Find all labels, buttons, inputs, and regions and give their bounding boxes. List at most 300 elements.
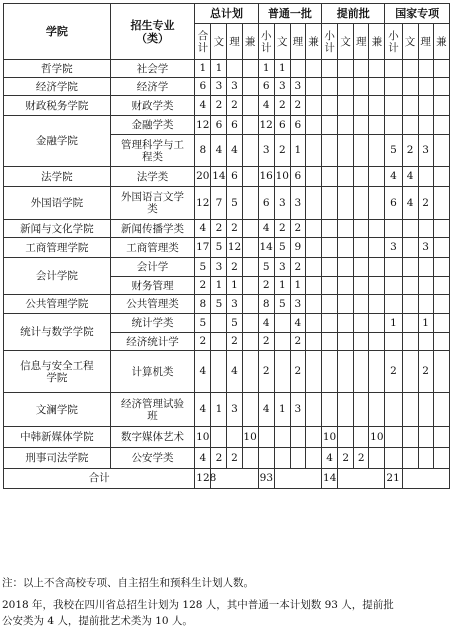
- value-cell: 4: [195, 448, 211, 469]
- value-cell: 4: [385, 167, 402, 187]
- value-cell: [385, 277, 402, 295]
- value-cell: [433, 116, 449, 135]
- value-cell: 2: [258, 333, 274, 351]
- value-cell: 4: [258, 220, 274, 238]
- value-cell: [305, 351, 321, 393]
- value-cell: [338, 238, 354, 258]
- value-cell: 2: [290, 220, 305, 238]
- value-cell: 4: [211, 135, 227, 167]
- value-cell: [402, 78, 418, 96]
- value-cell: 6: [227, 116, 242, 135]
- value-cell: [402, 393, 418, 427]
- value-cell: 6: [290, 116, 305, 135]
- value-cell: [354, 238, 369, 258]
- value-cell: [354, 393, 369, 427]
- value-cell: [433, 393, 449, 427]
- major-cell: 外国语言文学 类: [110, 187, 195, 220]
- value-cell: [369, 187, 385, 220]
- table-row: [4, 220, 450, 238]
- value-cell: [433, 78, 449, 96]
- value-cell: 10: [242, 427, 258, 448]
- table-row: [4, 393, 450, 427]
- value-cell: 2: [227, 96, 242, 116]
- value-cell: 2: [274, 220, 290, 238]
- value-cell: [338, 60, 354, 78]
- value-cell: 10: [369, 427, 385, 448]
- value-cell: [322, 314, 338, 333]
- value-cell: 3: [290, 78, 305, 96]
- value-cell: 5: [274, 238, 290, 258]
- value-cell: 14: [211, 167, 227, 187]
- value-cell: [322, 333, 338, 351]
- value-cell: [242, 295, 258, 314]
- value-cell: 4: [402, 167, 418, 187]
- value-cell: 1: [290, 277, 305, 295]
- value-cell: 6: [290, 167, 305, 187]
- value-cell: 6: [195, 78, 211, 96]
- value-cell: 5: [211, 295, 227, 314]
- value-cell: [433, 448, 449, 469]
- value-cell: [242, 258, 258, 277]
- major-cell: 管理科学与工 程类: [110, 135, 195, 167]
- value-cell: [402, 448, 418, 469]
- total-empty: [211, 469, 258, 489]
- total-empty: [338, 469, 385, 489]
- value-cell: [322, 393, 338, 427]
- value-cell: [338, 135, 354, 167]
- value-cell: [338, 393, 354, 427]
- value-cell: [305, 60, 321, 78]
- note-line-1: 注：以上不含高校专项、自主招生和预科生计划人数。: [2, 577, 254, 589]
- value-cell: 2: [211, 96, 227, 116]
- value-cell: 6: [385, 187, 402, 220]
- value-cell: 2: [211, 448, 227, 469]
- value-cell: [305, 238, 321, 258]
- value-cell: [402, 351, 418, 393]
- value-cell: [418, 333, 433, 351]
- header-subcol-13: 文: [402, 24, 418, 60]
- value-cell: [305, 116, 321, 135]
- value-cell: [354, 333, 369, 351]
- value-cell: [258, 448, 274, 469]
- table-row: [4, 295, 450, 314]
- value-cell: 8: [195, 295, 211, 314]
- college-cell: 哲学院: [4, 60, 111, 78]
- value-cell: [354, 60, 369, 78]
- value-cell: [338, 314, 354, 333]
- value-cell: [369, 393, 385, 427]
- major-cell: 社会学: [110, 60, 195, 78]
- header-subcol-9: 文: [338, 24, 354, 60]
- value-cell: 2: [195, 333, 211, 351]
- value-cell: 4: [258, 96, 274, 116]
- value-cell: [385, 427, 402, 448]
- value-cell: [211, 427, 227, 448]
- value-cell: 3: [211, 258, 227, 277]
- value-cell: [418, 220, 433, 238]
- value-cell: 4: [258, 393, 274, 427]
- total-value: 14: [322, 469, 338, 489]
- value-cell: [402, 258, 418, 277]
- value-cell: 5: [195, 258, 211, 277]
- value-cell: 6: [258, 187, 274, 220]
- admission-plan-table: [3, 3, 450, 489]
- table-row: [4, 351, 450, 393]
- header-group-regular: 普通一批: [258, 4, 321, 24]
- total-value: 93: [258, 469, 274, 489]
- value-cell: [322, 238, 338, 258]
- value-cell: 2: [418, 351, 433, 393]
- value-cell: [369, 351, 385, 393]
- value-cell: 2: [227, 448, 242, 469]
- value-cell: 10: [195, 427, 211, 448]
- value-cell: [242, 116, 258, 135]
- major-cell: 数字媒体艺术: [110, 427, 195, 448]
- college-cell: 外国语学院: [4, 187, 111, 220]
- value-cell: [258, 427, 274, 448]
- value-cell: [385, 96, 402, 116]
- header-group-national: 国家专项: [385, 4, 450, 24]
- value-cell: [402, 116, 418, 135]
- value-cell: [418, 393, 433, 427]
- value-cell: [305, 427, 321, 448]
- value-cell: [354, 116, 369, 135]
- value-cell: [402, 220, 418, 238]
- college-cell: 工商管理学院: [4, 238, 111, 258]
- value-cell: 5: [385, 135, 402, 167]
- value-cell: 8: [258, 295, 274, 314]
- value-cell: [385, 116, 402, 135]
- value-cell: [354, 351, 369, 393]
- value-cell: 2: [258, 277, 274, 295]
- value-cell: 6: [274, 116, 290, 135]
- value-cell: [211, 333, 227, 351]
- value-cell: 2: [274, 96, 290, 116]
- value-cell: [338, 333, 354, 351]
- value-cell: 3: [227, 393, 242, 427]
- value-cell: [369, 220, 385, 238]
- value-cell: [369, 60, 385, 78]
- value-cell: 3: [290, 187, 305, 220]
- value-cell: 2: [290, 333, 305, 351]
- value-cell: 12: [227, 238, 242, 258]
- value-cell: [242, 314, 258, 333]
- header-subcol-3: 兼: [242, 24, 258, 60]
- value-cell: 1: [274, 60, 290, 78]
- value-cell: [354, 258, 369, 277]
- value-cell: [322, 135, 338, 167]
- value-cell: 7: [211, 187, 227, 220]
- value-cell: [418, 295, 433, 314]
- value-cell: [242, 277, 258, 295]
- value-cell: [338, 187, 354, 220]
- value-cell: [338, 295, 354, 314]
- table-row: [4, 78, 450, 96]
- college-cell: 文澜学院: [4, 393, 111, 427]
- total-row: [4, 469, 450, 489]
- value-cell: [385, 220, 402, 238]
- value-cell: [385, 448, 402, 469]
- value-cell: [418, 60, 433, 78]
- major-cell: 公共管理类: [110, 295, 195, 314]
- header-subcol-15: 兼: [433, 24, 449, 60]
- value-cell: [338, 96, 354, 116]
- header-subcol-10: 理: [354, 24, 369, 60]
- value-cell: [402, 277, 418, 295]
- value-cell: [354, 295, 369, 314]
- value-cell: [242, 238, 258, 258]
- value-cell: [369, 448, 385, 469]
- value-cell: [433, 314, 449, 333]
- value-cell: 2: [274, 135, 290, 167]
- value-cell: 2: [211, 220, 227, 238]
- value-cell: [433, 295, 449, 314]
- total-empty: [402, 469, 450, 489]
- value-cell: 5: [258, 258, 274, 277]
- value-cell: [338, 116, 354, 135]
- value-cell: [433, 187, 449, 220]
- value-cell: [433, 238, 449, 258]
- college-cell: 金融学院: [4, 116, 111, 167]
- value-cell: [290, 427, 305, 448]
- major-cell: 经济学: [110, 78, 195, 96]
- value-cell: [433, 220, 449, 238]
- table-row: [4, 314, 450, 333]
- value-cell: [418, 78, 433, 96]
- header-major: 招生专业 （类）: [110, 4, 195, 60]
- value-cell: [322, 220, 338, 238]
- value-cell: [369, 238, 385, 258]
- header-subcol-5: 文: [274, 24, 290, 60]
- value-cell: [418, 167, 433, 187]
- college-cell: 刑事司法学院: [4, 448, 111, 469]
- total-label: 合计: [4, 469, 195, 489]
- value-cell: [322, 78, 338, 96]
- value-cell: [433, 60, 449, 78]
- table-row: [4, 427, 450, 448]
- value-cell: 12: [195, 116, 211, 135]
- value-cell: 12: [258, 116, 274, 135]
- value-cell: 1: [274, 277, 290, 295]
- value-cell: [322, 187, 338, 220]
- value-cell: 1: [258, 60, 274, 78]
- value-cell: [433, 135, 449, 167]
- value-cell: [433, 427, 449, 448]
- value-cell: [305, 135, 321, 167]
- value-cell: 4: [195, 96, 211, 116]
- value-cell: [354, 277, 369, 295]
- value-cell: 12: [195, 187, 211, 220]
- value-cell: 1: [227, 277, 242, 295]
- value-cell: 8: [195, 135, 211, 167]
- major-cell: 会计学: [110, 258, 195, 277]
- value-cell: [418, 277, 433, 295]
- value-cell: [274, 333, 290, 351]
- value-cell: 2: [227, 220, 242, 238]
- value-cell: 4: [195, 351, 211, 393]
- value-cell: 3: [385, 238, 402, 258]
- table-row: [4, 96, 450, 116]
- college-cell: 新闻与文化学院: [4, 220, 111, 238]
- value-cell: [369, 333, 385, 351]
- table-row: [4, 238, 450, 258]
- value-cell: 5: [227, 314, 242, 333]
- value-cell: [242, 187, 258, 220]
- value-cell: [418, 96, 433, 116]
- value-cell: [322, 351, 338, 393]
- value-cell: [305, 220, 321, 238]
- value-cell: [418, 427, 433, 448]
- college-cell: 会计学院: [4, 258, 111, 295]
- value-cell: 10: [274, 167, 290, 187]
- major-cell: 计算机类: [110, 351, 195, 393]
- value-cell: [242, 351, 258, 393]
- value-cell: [402, 333, 418, 351]
- value-cell: [211, 351, 227, 393]
- value-cell: [305, 295, 321, 314]
- major-cell: 经济管理试验 班: [110, 393, 195, 427]
- value-cell: [322, 60, 338, 78]
- value-cell: [369, 78, 385, 96]
- value-cell: 9: [290, 238, 305, 258]
- value-cell: 2: [290, 258, 305, 277]
- table-row: [4, 167, 450, 187]
- value-cell: [354, 167, 369, 187]
- value-cell: [211, 314, 227, 333]
- value-cell: [385, 393, 402, 427]
- value-cell: 1: [274, 393, 290, 427]
- value-cell: 3: [274, 258, 290, 277]
- value-cell: [369, 96, 385, 116]
- value-cell: 1: [211, 277, 227, 295]
- college-cell: 经济学院: [4, 78, 111, 96]
- value-cell: [305, 167, 321, 187]
- value-cell: 2: [290, 96, 305, 116]
- college-cell: 法学院: [4, 167, 111, 187]
- value-cell: [227, 60, 242, 78]
- header-subcol-12: 小 计: [385, 24, 402, 60]
- value-cell: [369, 135, 385, 167]
- value-cell: [322, 277, 338, 295]
- value-cell: 2: [227, 258, 242, 277]
- header-college: 学院: [4, 4, 111, 60]
- value-cell: [385, 333, 402, 351]
- value-cell: [402, 238, 418, 258]
- value-cell: [305, 258, 321, 277]
- value-cell: [338, 258, 354, 277]
- value-cell: [290, 60, 305, 78]
- value-cell: 3: [274, 78, 290, 96]
- value-cell: [369, 258, 385, 277]
- value-cell: 2: [227, 333, 242, 351]
- college-cell: 信息与安全工程 学院: [4, 351, 111, 393]
- value-cell: [322, 96, 338, 116]
- value-cell: [305, 333, 321, 351]
- value-cell: 17: [195, 238, 211, 258]
- header-subcol-4: 小 计: [258, 24, 274, 60]
- value-cell: 3: [274, 187, 290, 220]
- header-subcol-1: 文: [211, 24, 227, 60]
- value-cell: [338, 277, 354, 295]
- value-cell: [385, 78, 402, 96]
- value-cell: [402, 60, 418, 78]
- value-cell: [242, 393, 258, 427]
- value-cell: [290, 448, 305, 469]
- value-cell: [433, 277, 449, 295]
- value-cell: [354, 427, 369, 448]
- value-cell: [433, 351, 449, 393]
- value-cell: 3: [290, 295, 305, 314]
- value-cell: 4: [227, 351, 242, 393]
- value-cell: 2: [195, 277, 211, 295]
- value-cell: [274, 448, 290, 469]
- value-cell: 3: [227, 78, 242, 96]
- major-cell: 经济统计学: [110, 333, 195, 351]
- college-cell: 统计与数学学院: [4, 314, 111, 351]
- value-cell: 1: [290, 135, 305, 167]
- value-cell: [305, 393, 321, 427]
- value-cell: 2: [354, 448, 369, 469]
- value-cell: 3: [418, 135, 433, 167]
- value-cell: [369, 277, 385, 295]
- header-subcol-14: 理: [418, 24, 433, 60]
- value-cell: [385, 295, 402, 314]
- major-cell: 公安学类: [110, 448, 195, 469]
- major-cell: 财务管理: [110, 277, 195, 295]
- value-cell: [385, 60, 402, 78]
- major-cell: 工商管理类: [110, 238, 195, 258]
- value-cell: [354, 135, 369, 167]
- value-cell: 1: [195, 60, 211, 78]
- value-cell: 2: [385, 351, 402, 393]
- value-cell: [242, 448, 258, 469]
- header-subcol-6: 理: [290, 24, 305, 60]
- value-cell: 16: [258, 167, 274, 187]
- value-cell: [369, 295, 385, 314]
- value-cell: [242, 78, 258, 96]
- table-row: [4, 448, 450, 469]
- value-cell: [354, 314, 369, 333]
- value-cell: 1: [211, 60, 227, 78]
- value-cell: 3: [418, 238, 433, 258]
- value-cell: 5: [227, 187, 242, 220]
- major-cell: 新闻传播学类: [110, 220, 195, 238]
- value-cell: [369, 314, 385, 333]
- value-cell: [433, 258, 449, 277]
- table-row: [4, 258, 450, 277]
- value-cell: [305, 187, 321, 220]
- value-cell: 5: [195, 314, 211, 333]
- value-cell: 5: [274, 295, 290, 314]
- value-cell: [402, 314, 418, 333]
- value-cell: [305, 78, 321, 96]
- value-cell: 3: [290, 393, 305, 427]
- value-cell: [322, 295, 338, 314]
- note-line-2: 2018 年，我校在四川省总招生计划为 128 人，其中普通一本计划数 93 人，提前批: [2, 599, 394, 611]
- value-cell: [369, 167, 385, 187]
- value-cell: [433, 96, 449, 116]
- value-cell: [305, 448, 321, 469]
- college-cell: 公共管理学院: [4, 295, 111, 314]
- value-cell: [242, 220, 258, 238]
- value-cell: [402, 96, 418, 116]
- value-cell: 3: [211, 78, 227, 96]
- value-cell: [338, 351, 354, 393]
- value-cell: 2: [402, 135, 418, 167]
- value-cell: 1: [211, 393, 227, 427]
- header-subcol-0: 合 计: [195, 24, 211, 60]
- header-group-total: 总计划: [195, 4, 258, 24]
